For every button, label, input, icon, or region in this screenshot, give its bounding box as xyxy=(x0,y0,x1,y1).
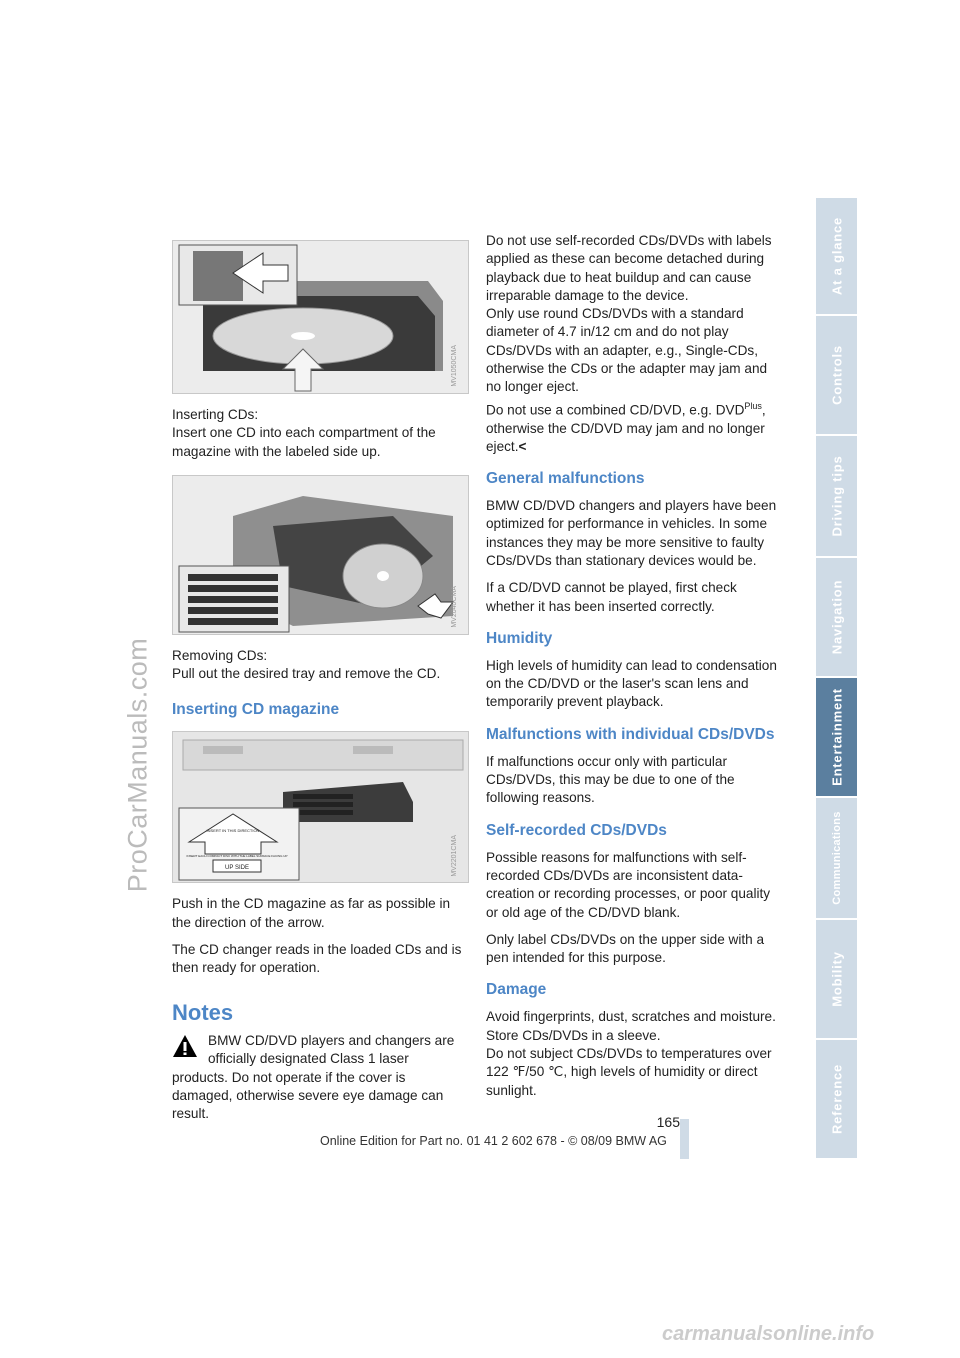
tab-entertainment[interactable]: Entertainment xyxy=(816,678,857,798)
fig2-caption-text: Pull out the desired tray and remove the CD. xyxy=(172,666,441,682)
damage-p3: Do not subject CDs/DVDs to temperatures over 122 ℉/50 ℃, high levels of humidity or direct sunlight. xyxy=(486,1046,772,1098)
label-up-instruction: INSERT EACH COMPACT DISC WITH THE LABEL SURFACE FACING UP xyxy=(186,854,288,859)
tab-at-a-glance[interactable]: At a glance xyxy=(816,198,857,316)
individual-p: If malfunctions occur only with particular CDs/DVDs, this may be due to one of the following reasons. xyxy=(486,753,735,806)
damage-p1: Avoid fingerprints, dust, scratches and moisture. xyxy=(486,1009,776,1025)
damage-heading: Damage xyxy=(486,981,547,999)
fig2-caption-title: Removing CDs: xyxy=(172,647,268,663)
tab-navigation[interactable]: Navigation xyxy=(816,558,857,678)
tab-driving-tips[interactable]: Driving tips xyxy=(816,436,857,558)
notes-warning: BMW CD/DVD players and changers are officially designated Class 1 laser products. Do not operate if the cover is damaged, otherwise severe eye damage can result. xyxy=(172,1032,455,1122)
bottom-watermark: carmanualsonline.info xyxy=(662,1323,875,1345)
self-recorded-p1: Possible reasons for malfunctions with self-recorded CDs/DVDs are inconsistent data-creation or recording processes, or poor quality or old age of the CD/DVD blank. xyxy=(486,849,771,920)
up-side-label: UP SIDE xyxy=(225,865,249,872)
glovebox-illustration xyxy=(173,732,469,883)
cd-magazine-illustration xyxy=(173,241,469,394)
combined-text: Do not use a combined CD/DVD, e.g. $DVD^{Plus}$, otherwise the CD/DVD may jam and no longer eject.< xyxy=(486,400,766,454)
general-heading: General malfunctions xyxy=(486,470,645,488)
self-recorded-p2: Only label CDs/DVDs on the upper side with a pen intended for this purpose. xyxy=(486,931,765,966)
labels-text: Do not use self-recorded CDs/DVDs with labels applied as these can become detached during playback due to heat buildup and can cause irreparable damage to the device. xyxy=(486,233,772,303)
round-text: Only use round CDs/DVDs with a standard diameter of 4.7 in/12 cm and do not play CDs/DVDs with an adapter, e.g., Single-CDs, otherwise the CDs or the adapter may jam and no longer eject. xyxy=(486,306,768,395)
fig1-caption-text: Insert one CD into each compartment of the magazine with the labeled side up. xyxy=(172,425,436,459)
humidity-p: High levels of humidity can lead to condensation on the CD/DVD or the laser's scan lens and temporarily prevent playback. xyxy=(486,657,777,710)
end-mark: < xyxy=(518,438,527,454)
tab-communications[interactable]: Communications xyxy=(816,798,857,920)
inserting-magazine-heading: Inserting CD magazine xyxy=(172,701,340,719)
page-number: 165 xyxy=(656,1114,680,1130)
insert-direction-label: INSERT IN THIS DIRECTION xyxy=(206,828,260,834)
cd-tray-illustration xyxy=(173,476,469,635)
footer-bar xyxy=(680,1119,689,1159)
warning-icon xyxy=(172,1034,198,1058)
individual-heading: Malfunctions with individual CDs/DVDs xyxy=(486,725,775,743)
fig1-caption-title: Inserting CDs: xyxy=(172,407,259,422)
tab-controls[interactable]: Controls xyxy=(816,316,857,436)
chapter-tabs xyxy=(816,198,857,1160)
figure-removing-cds xyxy=(172,475,469,635)
reads-text: The CD changer reads in the loaded CDs and is then ready for operation. xyxy=(172,942,462,976)
figure-inserting-cds xyxy=(172,240,469,394)
notes-heading: Notes xyxy=(172,999,234,1025)
general-p1: BMW CD/DVD changers and players have been optimized for performance in vehicles. In some instances they may be more sensitive to faulty CDs/DVDs than stationary devices would be. xyxy=(486,498,777,568)
self-recorded-heading: Self-recorded CDs/DVDs xyxy=(486,821,667,839)
right-column xyxy=(486,232,778,1100)
push-text: Push in the CD magazine as far as possible in the direction of the arrow. xyxy=(172,896,451,930)
humidity-heading: Humidity xyxy=(486,629,553,647)
side-watermark: ProCarManuals.com xyxy=(122,637,153,893)
left-column xyxy=(172,240,464,1132)
general-p2: If a CD/DVD cannot be played, first check whether it has been inserted correctly. xyxy=(486,580,737,614)
figure-code: MV2040CMA xyxy=(450,586,458,628)
figure-inserting-magazine xyxy=(172,731,469,883)
damage-p2: Store CDs/DVDs in a sleeve. xyxy=(486,1027,661,1043)
tab-mobility[interactable]: Mobility xyxy=(816,920,857,1040)
tab-reference[interactable]: Reference xyxy=(816,1040,857,1160)
figure-code: MV2201CMA xyxy=(450,834,458,877)
figure-code: MV1050CMA xyxy=(450,345,458,387)
footer-text: Online Edition for Part no. 01 41 2 602 678 - © 08/09 BMW AG xyxy=(320,1134,667,1148)
